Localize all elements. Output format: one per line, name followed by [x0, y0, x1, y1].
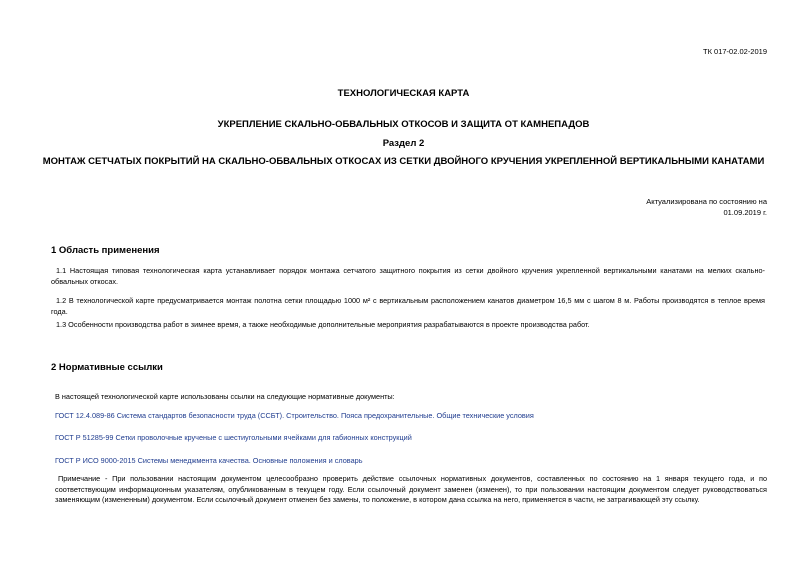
reference-link-gost-r-iso-9000[interactable]: ГОСТ Р ИСО 9000-2015 Системы менеджмента качества. Основные положения и словарь — [55, 456, 363, 465]
section-number: Раздел 2 — [382, 138, 425, 149]
references-heading: 2 Нормативные ссылки — [51, 362, 163, 373]
actualization-date: 01.09.2019 г. — [723, 208, 767, 217]
document-code: ТК 017-02.02-2019 — [703, 47, 767, 56]
scope-paragraph-1: 1.1 Настоящая типовая технологическая карта устанавливает порядок монтажа сетчатого защитного покрытия из сетки двойного кручения укрепленной вертикальными канатами на мелких скально-обвальных откосах. — [51, 266, 765, 286]
document-subtitle: УКРЕПЛЕНИЕ СКАЛЬНО-ОБВАЛЬНЫХ ОТКОСОВ И ЗАЩИТА ОТ КАМНЕПАДОВ — [217, 119, 590, 130]
document-title: ТЕХНОЛОГИЧЕСКАЯ КАРТА — [337, 88, 470, 99]
actualization-line-1: Актуализирована по состоянию на — [646, 197, 767, 206]
reference-link-gost-12-4-089[interactable]: ГОСТ 12.4.089-86 Система стандартов безопасности труда (ССБТ). Строительство. Пояса предохранительные. Общие технические условия — [55, 411, 534, 420]
references-intro: В настоящей технологической карте использованы ссылки на следующие нормативные документы: — [55, 392, 395, 401]
scope-paragraph-3: 1.3 Особенности производства работ в зимнее время, а также необходимые дополнительные мероприятия разрабатываются в проекте производства работ. — [56, 320, 590, 329]
actualization-note — [646, 196, 767, 218]
scope-heading: 1 Область применения — [51, 245, 160, 256]
section-title: МОНТАЖ СЕТЧАТЫХ ПОКРЫТИЙ НА СКАЛЬНО-ОБВАЛЬНЫХ ОТКОСАХ ИЗ СЕТКИ ДВОЙНОГО КРУЧЕНИЯ УКРЕПЛЕННОЙ ВЕРТИКАЛЬНЫМИ КАНАТАМИ — [42, 156, 765, 167]
scope-paragraph-2: 1.2 В технологической карте предусматривается монтаж полотна сетки площадью 1000 м² с вертикальным расположением канатов диаметром 16,5 мм с шагом 8 м. Работы производятся в теплое время года. — [51, 296, 765, 316]
references-note: Примечание - При пользовании настоящим документом целесообразно проверить действие ссылочных нормативных документов, составленных по состоянию на 1 января текущего года, и по соответствующим информационным указателям, опубликованным в текущем году. Если ссылочный документ заменен (изменен), то при пользовании настоящим документом следует руководствоваться заменяющим (измененным) документом. Если ссылочный документ отменен без замены, то положение, в котором дана ссылка на него, применяется в части, не затрагивающей эту ссылку. — [55, 474, 767, 504]
reference-link-gost-r-51285[interactable]: ГОСТ Р 51285-99 Сетки проволочные крученые с шестиугольными ячейками для габионных конструкций — [55, 433, 412, 442]
